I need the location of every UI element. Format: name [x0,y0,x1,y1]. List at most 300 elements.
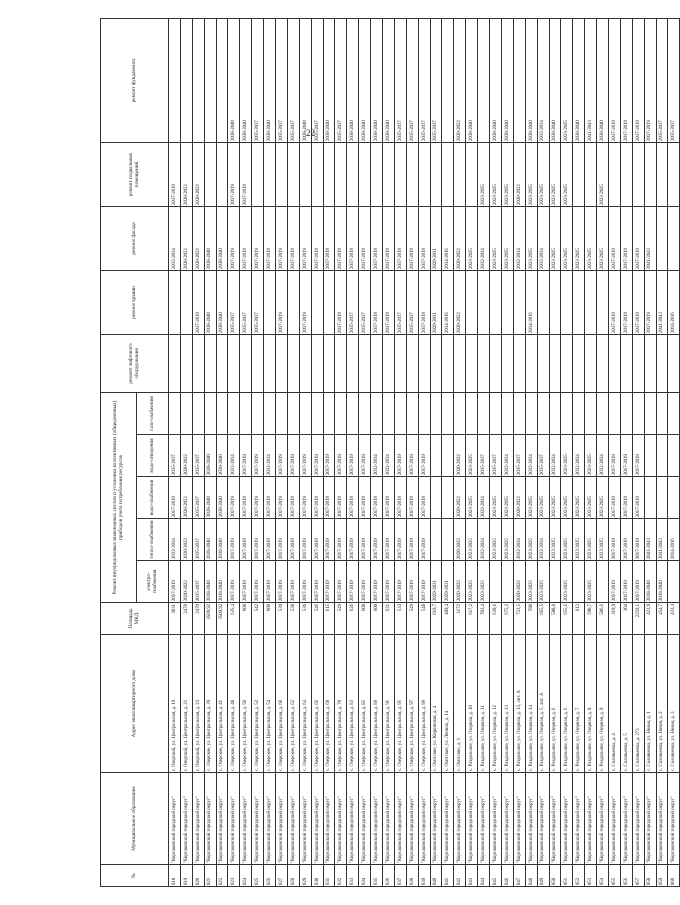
drainage-cell: 2017-2019 [394,435,406,477]
roof-cell: 2038-2040 [204,270,216,334]
water-supply-cell [668,477,680,519]
foundation-cell: 2020-2022 [454,18,466,142]
row-number: 829 [299,865,311,887]
heat-cell: 2017-2019 [228,519,240,561]
basement-cell [216,142,228,206]
facade-cell: 2017-2019 [335,206,347,270]
basement-cell: 2017-2019 [228,142,240,206]
electro-cell: 2035-2037 [192,561,204,603]
drainage-cell: 2032-2034 [501,435,513,477]
heat-cell: 2017-2019 [311,519,323,561]
basement-cell: 2020-2022 [180,142,192,206]
electro-cell: 2017-2019 [311,561,323,603]
row-number: 828 [287,865,299,887]
table-row [406,18,418,886]
elevator-cell [501,334,513,392]
row-number: 840 [430,865,442,887]
heat-cell [430,519,442,561]
heat-cell: 2023-2025 [549,519,561,561]
drainage-cell: 2023-2025 [466,435,478,477]
roof-cell: 2035-2037 [359,270,371,334]
header-foundation: ремонт фундамента [101,18,169,142]
drainage-cell: 2023-2025 [561,435,573,477]
heat-cell: 2017-2019 [347,519,359,561]
water-supply-cell: 2017-2019 [406,477,418,519]
electro-cell [490,561,502,603]
row-number: 827 [276,865,288,887]
basement-cell [311,142,323,206]
area-cell: 2259,1 [632,603,644,635]
drainage-cell [668,435,680,477]
header-heat: тепло-снабжения [137,519,169,561]
basement-cell [383,142,395,206]
address-cell: г. Озерский, ул. Центральная, д. 19 [169,635,181,773]
municipality-cell: "Корсаковский городской округ" [442,773,454,865]
row-number: 854 [597,865,609,887]
roof-cell [264,270,276,334]
foundation-cell [216,18,228,142]
gas-cell [323,392,335,434]
elevator-cell [347,334,359,392]
area-cell: 548 [418,603,430,635]
municipality-cell: "Корсаковский городской округ" [632,773,644,865]
electro-cell: 2020-2022 [454,561,466,603]
gas-cell [204,392,216,434]
address-cell: с. Раздольное, ул. Озерная, д. 10 [466,635,478,773]
address-cell: с. Озерское, ул. Центральная, д. 60 [276,635,288,773]
drainage-cell: 2017-2019 [359,435,371,477]
row-number: 822 [216,865,228,887]
address-cell: с. Раздольное, ул. Озерная, д. 11 [478,635,490,773]
electro-cell: 2017-2019 [323,561,335,603]
table-row [299,18,311,886]
heat-cell: 2017-2019 [252,519,264,561]
elevator-cell [252,334,264,392]
water-supply-cell: 2017-2019 [240,477,252,519]
address-cell: с. Соловьевка, ул. Новая, д. 2 [656,635,668,773]
facade-cell: 2023-2025 [561,206,573,270]
table-row [513,18,525,886]
water-supply-cell: 2023-2025 [537,477,549,519]
address-cell: с. Соловьевка, ул. Новая, д. 1 [644,635,656,773]
row-number: 843 [466,865,478,887]
water-supply-cell: 2017-2019 [299,477,311,519]
table-row [394,18,406,886]
row-number: 851 [561,865,573,887]
municipality-cell: "Корсаковский городской округ" [323,773,335,865]
elevator-cell [573,334,585,392]
roof-cell [561,270,573,334]
roof-cell [287,270,299,334]
row-number: 837 [394,865,406,887]
row-number: 821 [204,865,216,887]
gas-cell [549,392,561,434]
row-number: 826 [264,865,276,887]
water-supply-cell: 2017-2019 [620,477,632,519]
area-cell: 536 [299,603,311,635]
drainage-cell: 2032-2034 [228,435,240,477]
facade-cell: 2017-2019 [252,206,264,270]
elevator-cell [371,334,383,392]
gas-cell [632,392,644,434]
gas-cell [442,392,454,434]
area-cell: 600 [264,603,276,635]
basement-cell: 2023-2025 [561,142,573,206]
foundation-cell: 2038-2040 [573,18,585,142]
roof-cell: 2029-2031 [430,270,442,334]
electro-cell: 2017-2019 [383,561,395,603]
water-supply-cell: 2020-2022 [454,477,466,519]
facade-cell: 2017-2019 [323,206,335,270]
gas-cell [192,392,204,434]
roof-cell: 2035-2037 [228,270,240,334]
basement-cell [252,142,264,206]
drainage-cell: 2017-2019 [620,435,632,477]
basement-cell [347,142,359,206]
foundation-cell: 2038-2040 [466,18,478,142]
heat-cell: 2041-2043 [644,519,656,561]
municipality-cell: "Корсаковский городской округ" [359,773,371,865]
basement-cell [371,142,383,206]
water-supply-cell: 2017-2019 [608,477,620,519]
table-row [525,18,537,886]
roof-cell: 2017-2019 [383,270,395,334]
drainage-cell: 2017-2019 [323,435,335,477]
elevator-cell [525,334,537,392]
water-supply-cell: 2017-2019 [383,477,395,519]
gas-cell [585,392,597,434]
municipality-cell: "Корсаковский городской округ" [287,773,299,865]
elevator-cell [406,334,418,392]
row-number: 845 [490,865,502,887]
heat-cell: 2017-2019 [287,519,299,561]
gas-cell [537,392,549,434]
address-cell: с. Раздольное, ул. Озерная, д. 5, лит. А [537,635,549,773]
heat-cell: 2032-2034 [169,519,181,561]
table-row [323,18,335,886]
roof-cell [180,270,192,334]
elevator-cell [632,334,644,392]
water-supply-cell: 2023-2025 [501,477,513,519]
facade-cell: 2017-2019 [359,206,371,270]
municipality-cell: "Корсаковский городской округ" [276,773,288,865]
basement-cell [668,142,680,206]
electro-cell: 2017-2019 [228,561,240,603]
water-supply-cell: 2017-2019 [252,477,264,519]
basement-cell: 2023-2025 [537,142,549,206]
basement-cell: 2023-2025 [525,142,537,206]
table-row [169,18,181,886]
electro-cell: 2023-2025 [466,561,478,603]
foundation-cell: 2023-2025 [561,18,573,142]
gas-cell [430,392,442,434]
row-number: 841 [442,865,454,887]
heat-cell: 2023-2025 [585,519,597,561]
elevator-cell [466,334,478,392]
table-row [347,18,359,886]
foundation-cell: 2038-2040 [359,18,371,142]
foundation-cell: 2038-2040 [549,18,561,142]
address-cell: с. Раздольное, ул. Озерная, д. 14 [525,635,537,773]
header-roof: ремонт крыши [101,270,169,334]
row-number: 831 [323,865,335,887]
basement-cell [442,142,454,206]
drainage-cell: 2038-2040 [216,435,228,477]
address-cell: с. Озерское, ул. Центральная, д. 41 [216,635,228,773]
facade-cell: 2017-2019 [347,206,359,270]
municipality-cell: "Корсаковский городской округ" [525,773,537,865]
gas-cell [454,392,466,434]
foundation-cell: 2041-2043 [585,18,597,142]
table-row [359,18,371,886]
address-cell: с. Соловьевка, ул. Новая, д. 3 [668,635,680,773]
elevator-cell [608,334,620,392]
header-num: № [101,865,169,887]
elevator-cell [394,334,406,392]
drainage-cell: 2017-2019 [347,435,359,477]
electro-cell: 2017-2019 [299,561,311,603]
municipality-cell: "Корсаковский городской округ" [394,773,406,865]
area-cell: 675,2 [501,603,513,635]
table-row [335,18,347,886]
gas-cell [169,392,181,434]
drainage-cell: 2017-2019 [299,435,311,477]
row-number: 839 [418,865,430,887]
area-cell: 549 [406,603,418,635]
basement-cell [632,142,644,206]
heat-cell: 2017-2019 [394,519,406,561]
table-row [180,18,192,886]
foundation-cell: 2038-2040 [501,18,513,142]
drainage-cell: 2035-2037 [537,435,549,477]
water-supply-cell: 2023-2025 [573,477,585,519]
row-number: 830 [311,865,323,887]
gas-cell [359,392,371,434]
municipality-cell: "Корсаковский городской округ" [573,773,585,865]
area-cell: 635,4 [228,603,240,635]
table-row [537,18,549,886]
elevator-cell [204,334,216,392]
facade-cell: 2017-2019 [394,206,406,270]
water-supply-cell: 2017-2019 [418,477,430,519]
address-cell: с. Озерское, ул. Центральная, д. 64 [299,635,311,773]
heat-cell: 2032-2034 [513,519,525,561]
table-row [561,18,573,886]
electro-cell: 2029-2031 [430,561,442,603]
elevator-cell [430,334,442,392]
basement-cell [264,142,276,206]
roof-cell: 2017-2019 [335,270,347,334]
roof-cell: 2017-2019 [620,270,632,334]
elevator-cell [383,334,395,392]
electro-cell: 2023-2025 [561,561,573,603]
drainage-cell: 2032-2034 [549,435,561,477]
roof-cell: 2017-2019 [371,270,383,334]
area-cell: 433,3 [668,603,680,635]
electro-cell: 2017-2019 [287,561,299,603]
drainage-cell: 2020-2022 [454,435,466,477]
area-cell: 539 [276,603,288,635]
elevator-cell [490,334,502,392]
municipality-cell: "Корсаковский городской округ" [466,773,478,865]
drainage-cell: 2032-2034 [525,435,537,477]
foundation-cell: 2038-2040 [383,18,395,142]
municipality-cell: "Корсаковский городской округ" [430,773,442,865]
gas-cell [276,392,288,434]
address-cell: с. Озерское, ул. Центральная, д. 52 [252,635,264,773]
roof-cell: 2041-2043 [656,270,668,334]
roof-cell: 2017-2019 [418,270,430,334]
electro-cell: 2017-2019 [608,561,620,603]
drainage-cell: 2017-2019 [311,435,323,477]
gas-cell [347,392,359,434]
table-row [585,18,597,886]
facade-cell: 2023-2025 [466,206,478,270]
heat-cell: 2017-2019 [620,519,632,561]
water-supply-cell: 2023-2025 [466,477,478,519]
drainage-cell: 2017-2019 [335,435,347,477]
address-cell: с. Озерское, ул. Центральная, д. 68 [323,635,335,773]
elevator-cell [668,334,680,392]
basement-cell: 2023-2025 [549,142,561,206]
heat-cell: 2017-2019 [264,519,276,561]
gas-cell [406,392,418,434]
heat-cell: 2017-2019 [323,519,335,561]
heat-cell: 2038-2040 [216,519,228,561]
gas-cell [608,392,620,434]
water-supply-cell: 2038-2040 [204,477,216,519]
gas-cell [287,392,299,434]
gas-cell [525,392,537,434]
area-cell: 655,6 [561,603,573,635]
foundation-cell: 2017-2019 [620,18,632,142]
drainage-cell: 2032-2034 [371,435,383,477]
row-number: 860 [668,865,680,887]
basement-cell [466,142,478,206]
foundation-cell: 2035-2037 [276,18,288,142]
water-supply-cell [442,477,454,519]
drainage-cell: 2017-2019 [276,435,288,477]
foundation-cell [192,18,204,142]
foundation-cell: 2032-2034 [537,18,549,142]
electro-cell: 2023-2025 [478,561,490,603]
facade-cell: 2017-2019 [311,206,323,270]
row-number: 824 [240,865,252,887]
roof-cell: 2017-2019 [644,270,656,334]
basement-cell [406,142,418,206]
table-row [252,18,264,886]
address-cell: с. Озерское, ул. Центральная, д. 85 [359,635,371,773]
elevator-cell [442,334,454,392]
gas-cell [371,392,383,434]
gas-cell [216,392,228,434]
drainage-cell: 2017-2019 [252,435,264,477]
water-supply-cell: 2017-2019 [394,477,406,519]
drainage-cell [442,435,454,477]
area-cell: 3031 [169,603,181,635]
gas-cell [383,392,395,434]
drainage-cell: 2035-2037 [192,435,204,477]
facade-cell: 2023-2025 [490,206,502,270]
row-number: 825 [252,865,264,887]
elevator-cell [656,334,668,392]
elevator-cell [311,334,323,392]
heat-cell: 2035-2037 [192,519,204,561]
heat-cell: 2017-2019 [359,519,371,561]
elevator-cell [216,334,228,392]
heat-cell: 2023-2025 [466,519,478,561]
electro-cell: 2038-2040 [204,561,216,603]
electro-cell: 2029-2031 [442,561,454,603]
facade-cell: 2023-2025 [573,206,585,270]
water-supply-cell: 2023-2025 [585,477,597,519]
electro-cell: 2017-2019 [394,561,406,603]
roof-cell: 2035-2037 [347,270,359,334]
foundation-cell [180,18,192,142]
electro-cell [549,561,561,603]
electro-cell: 2038-2040 [656,561,668,603]
table-row [240,18,252,886]
drainage-cell: 2017-2019 [287,435,299,477]
municipality-cell: "Корсаковский городской округ" [216,773,228,865]
municipality-cell: "Корсаковский городской округ" [383,773,395,865]
foundation-cell [513,18,525,142]
gas-cell [252,392,264,434]
table-row [454,18,466,886]
heat-cell: 2023-2025 [490,519,502,561]
basement-cell [656,142,668,206]
water-supply-cell: 2017-2019 [371,477,383,519]
address-cell: с. Раздольное, ул. Озерная, д. 7 [573,635,585,773]
drainage-cell: 2035-2037 [478,435,490,477]
water-supply-cell: 2017-2019 [347,477,359,519]
electro-cell: 2038-2040 [216,561,228,603]
municipality-cell: "Корсаковский городской округ" [228,773,240,865]
elevator-cell [620,334,632,392]
area-cell: 3509,92 [216,603,228,635]
facade-cell: 2023-2025 [585,206,597,270]
area-cell: 549 [335,603,347,635]
heat-cell: 2017-2019 [240,519,252,561]
facade-cell [668,206,680,270]
foundation-cell: 2038-2040 [228,18,240,142]
drainage-cell: 2023-2025 [585,435,597,477]
facade-cell: 2017-2019 [632,206,644,270]
elevator-cell [240,334,252,392]
row-number: 853 [585,865,597,887]
area-cell: 621 [383,603,395,635]
water-supply-cell: 2017-2019 [323,477,335,519]
area-cell: 542 [252,603,264,635]
table-row [668,18,680,886]
electro-cell: 2017-2019 [240,561,252,603]
electro-cell: 2020-2022 [513,561,525,603]
address-cell: с. Озерское, ул. Центральная, д. 50 [240,635,252,773]
municipality-cell: "Корсаковский городской округ" [252,773,264,865]
facade-cell: 2017-2019 [287,206,299,270]
heat-cell: 2017-2019 [608,519,620,561]
heat-cell: 2017-2019 [299,519,311,561]
foundation-cell [478,18,490,142]
basement-cell: 2017-2019 [169,142,181,206]
municipality-cell: "Корсаковский городской округ" [668,773,680,865]
electro-cell: 2017-2019 [347,561,359,603]
row-number: 823 [228,865,240,887]
table-row [466,18,478,886]
gas-cell [264,392,276,434]
basement-cell [585,142,597,206]
area-cell: 619,7 [430,603,442,635]
